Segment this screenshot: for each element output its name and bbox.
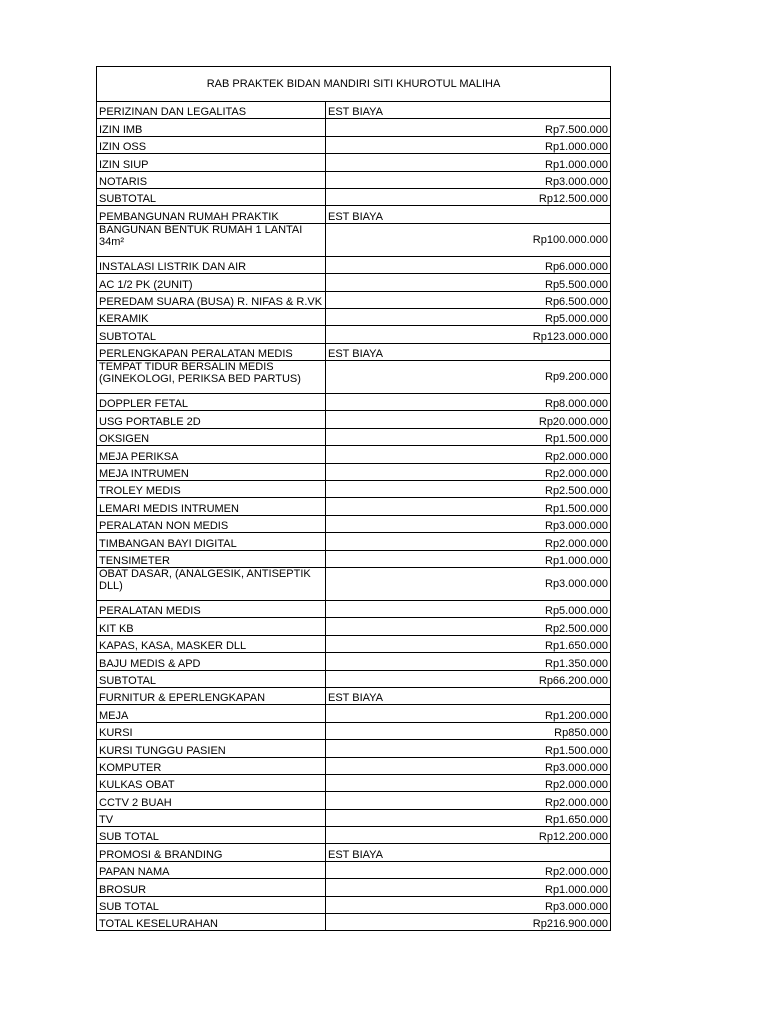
item-label: NOTARIS (97, 171, 326, 188)
item-label: BANGUNAN BENTUK RUMAH 1 LANTAI 34m² (97, 223, 326, 256)
cost-column-header: EST BIAYA (326, 687, 611, 704)
item-label: TIMBANGAN BAYI DIGITAL (97, 533, 326, 550)
cost-value: Rp2.000.000 (326, 774, 611, 791)
item-label: KAPAS, KASA, MASKER DLL (97, 635, 326, 652)
item-row (97, 600, 611, 617)
cost-value: Rp6.500.000 (326, 291, 611, 308)
cost-value: Rp123.000.000 (326, 326, 611, 343)
subtotal-row (97, 326, 611, 343)
item-label: KERAMIK (97, 308, 326, 325)
item-label: PERALATAN MEDIS (97, 600, 326, 617)
header-label: PERIZINAN DAN LEGALITAS (97, 102, 326, 119)
item-row (97, 879, 611, 896)
cost-value: Rp1.500.000 (326, 498, 611, 515)
item-label: TV (97, 809, 326, 826)
cost-value: Rp20.000.000 (326, 411, 611, 428)
total-label: TOTAL KESELURAHAN (97, 914, 326, 931)
subtotal-row (97, 827, 611, 844)
item-label: USG PORTABLE 2D (97, 411, 326, 428)
cost-value: Rp3.000.000 (326, 896, 611, 913)
item-row (97, 394, 611, 411)
cost-column-header: EST BIAYA (326, 844, 611, 861)
item-row (97, 171, 611, 188)
item-label: MEJA (97, 705, 326, 722)
item-row (97, 308, 611, 325)
cost-value: Rp2.500.000 (326, 618, 611, 635)
item-row (97, 463, 611, 480)
item-row (97, 515, 611, 532)
cost-value: Rp2.000.000 (326, 533, 611, 550)
item-row (97, 618, 611, 635)
item-row (97, 481, 611, 498)
cost-value: Rp850.000 (326, 722, 611, 739)
item-label: TEMPAT TIDUR BERSALIN MEDIS (GINEKOLOGI, PERIKSA BED PARTUS) (97, 361, 326, 394)
cost-value: Rp2.500.000 (326, 481, 611, 498)
item-row (97, 498, 611, 515)
item-label: KURSI (97, 722, 326, 739)
cost-column-header: EST BIAYA (326, 206, 611, 223)
header-label: PEMBANGUNAN RUMAH PRAKTIK (97, 206, 326, 223)
item-row (97, 809, 611, 826)
subtotal-row (97, 896, 611, 913)
item-label: AC 1/2 PK (2UNIT) (97, 274, 326, 291)
item-row (97, 550, 611, 567)
item-label: BROSUR (97, 879, 326, 896)
sheet-title: RAB PRAKTEK BIDAN MANDIRI SITI KHUROTUL MALIHA (97, 67, 611, 102)
item-row (97, 274, 611, 291)
cost-value: Rp1.500.000 (326, 740, 611, 757)
budget-table (96, 66, 611, 931)
item-label: IZIN SIUP (97, 154, 326, 171)
cost-value: Rp1.000.000 (326, 154, 611, 171)
item-row (97, 722, 611, 739)
item-row (97, 256, 611, 273)
cost-value: Rp2.000.000 (326, 792, 611, 809)
cost-value: Rp1.200.000 (326, 705, 611, 722)
item-label: IZIN OSS (97, 136, 326, 153)
cost-value: Rp100.000.000 (326, 223, 611, 256)
item-row (97, 411, 611, 428)
item-label: KURSI TUNGGU PASIEN (97, 740, 326, 757)
cost-value: Rp9.200.000 (326, 361, 611, 394)
item-label: TENSIMETER (97, 550, 326, 567)
item-label: INSTALASI LISTRIK DAN AIR (97, 256, 326, 273)
cost-value: Rp12.200.000 (326, 827, 611, 844)
item-label: MEJA PERIKSA (97, 446, 326, 463)
cost-value: Rp2.000.000 (326, 446, 611, 463)
item-label: KULKAS OBAT (97, 774, 326, 791)
item-row (97, 223, 611, 256)
subtotal-label: SUB TOTAL (97, 827, 326, 844)
cost-value: Rp1.000.000 (326, 136, 611, 153)
cost-value: Rp3.000.000 (326, 567, 611, 600)
item-label: KOMPUTER (97, 757, 326, 774)
cost-value: Rp6.000.000 (326, 256, 611, 273)
item-label: LEMARI MEDIS INTRUMEN (97, 498, 326, 515)
item-label: TROLEY MEDIS (97, 481, 326, 498)
item-label: DOPPLER FETAL (97, 394, 326, 411)
cost-column-header: EST BIAYA (326, 102, 611, 119)
item-label: MEJA INTRUMEN (97, 463, 326, 480)
item-label: OBAT DASAR, (ANALGESIK, ANTISEPTIK DLL) (97, 567, 326, 600)
cost-value: Rp12.500.000 (326, 188, 611, 205)
item-row (97, 446, 611, 463)
header-row (97, 343, 611, 360)
item-row (97, 136, 611, 153)
item-row (97, 757, 611, 774)
cost-value: Rp1.650.000 (326, 635, 611, 652)
subtotal-row (97, 670, 611, 687)
cost-value: Rp7.500.000 (326, 119, 611, 136)
cost-value: Rp1.000.000 (326, 879, 611, 896)
item-row (97, 533, 611, 550)
item-row (97, 705, 611, 722)
cost-value: Rp5.000.000 (326, 308, 611, 325)
cost-value: Rp1.000.000 (326, 550, 611, 567)
item-label: CCTV 2 BUAH (97, 792, 326, 809)
header-label: PERLENGKAPAN PERALATAN MEDIS (97, 343, 326, 360)
item-label: OKSIGEN (97, 428, 326, 445)
item-row (97, 567, 611, 600)
item-row (97, 653, 611, 670)
item-row (97, 861, 611, 878)
cost-value: Rp3.000.000 (326, 515, 611, 532)
header-label: PROMOSI & BRANDING (97, 844, 326, 861)
cost-column-header: EST BIAYA (326, 343, 611, 360)
title-row (97, 67, 611, 102)
cost-value: Rp216.900.000 (326, 914, 611, 931)
cost-value: Rp66.200.000 (326, 670, 611, 687)
item-row (97, 428, 611, 445)
header-row (97, 102, 611, 119)
subtotal-label: SUBTOTAL (97, 670, 326, 687)
item-row (97, 361, 611, 394)
cost-value: Rp2.000.000 (326, 463, 611, 480)
item-label: IZIN IMB (97, 119, 326, 136)
item-row (97, 792, 611, 809)
cost-value: Rp3.000.000 (326, 171, 611, 188)
total-row (97, 914, 611, 931)
header-row (97, 206, 611, 223)
item-row (97, 291, 611, 308)
header-row (97, 844, 611, 861)
item-row (97, 154, 611, 171)
subtotal-row (97, 188, 611, 205)
cost-value: Rp1.650.000 (326, 809, 611, 826)
subtotal-label: SUBTOTAL (97, 188, 326, 205)
header-row (97, 687, 611, 704)
cost-value: Rp1.500.000 (326, 428, 611, 445)
item-row (97, 635, 611, 652)
header-label: FURNITUR & EPERLENGKAPAN (97, 687, 326, 704)
item-label: PEREDAM SUARA (BUSA) R. NIFAS & R.VK (97, 291, 326, 308)
item-row (97, 774, 611, 791)
subtotal-label: SUBTOTAL (97, 326, 326, 343)
item-label: BAJU MEDIS & APD (97, 653, 326, 670)
cost-value: Rp2.000.000 (326, 861, 611, 878)
cost-value: Rp1.350.000 (326, 653, 611, 670)
cost-value: Rp8.000.000 (326, 394, 611, 411)
subtotal-label: SUB TOTAL (97, 896, 326, 913)
item-label: KIT KB (97, 618, 326, 635)
cost-value: Rp5.000.000 (326, 600, 611, 617)
cost-value: Rp5.500.000 (326, 274, 611, 291)
item-label: PERALATAN NON MEDIS (97, 515, 326, 532)
item-label: PAPAN NAMA (97, 861, 326, 878)
budget-sheet (96, 66, 610, 931)
item-row (97, 119, 611, 136)
item-row (97, 740, 611, 757)
cost-value: Rp3.000.000 (326, 757, 611, 774)
